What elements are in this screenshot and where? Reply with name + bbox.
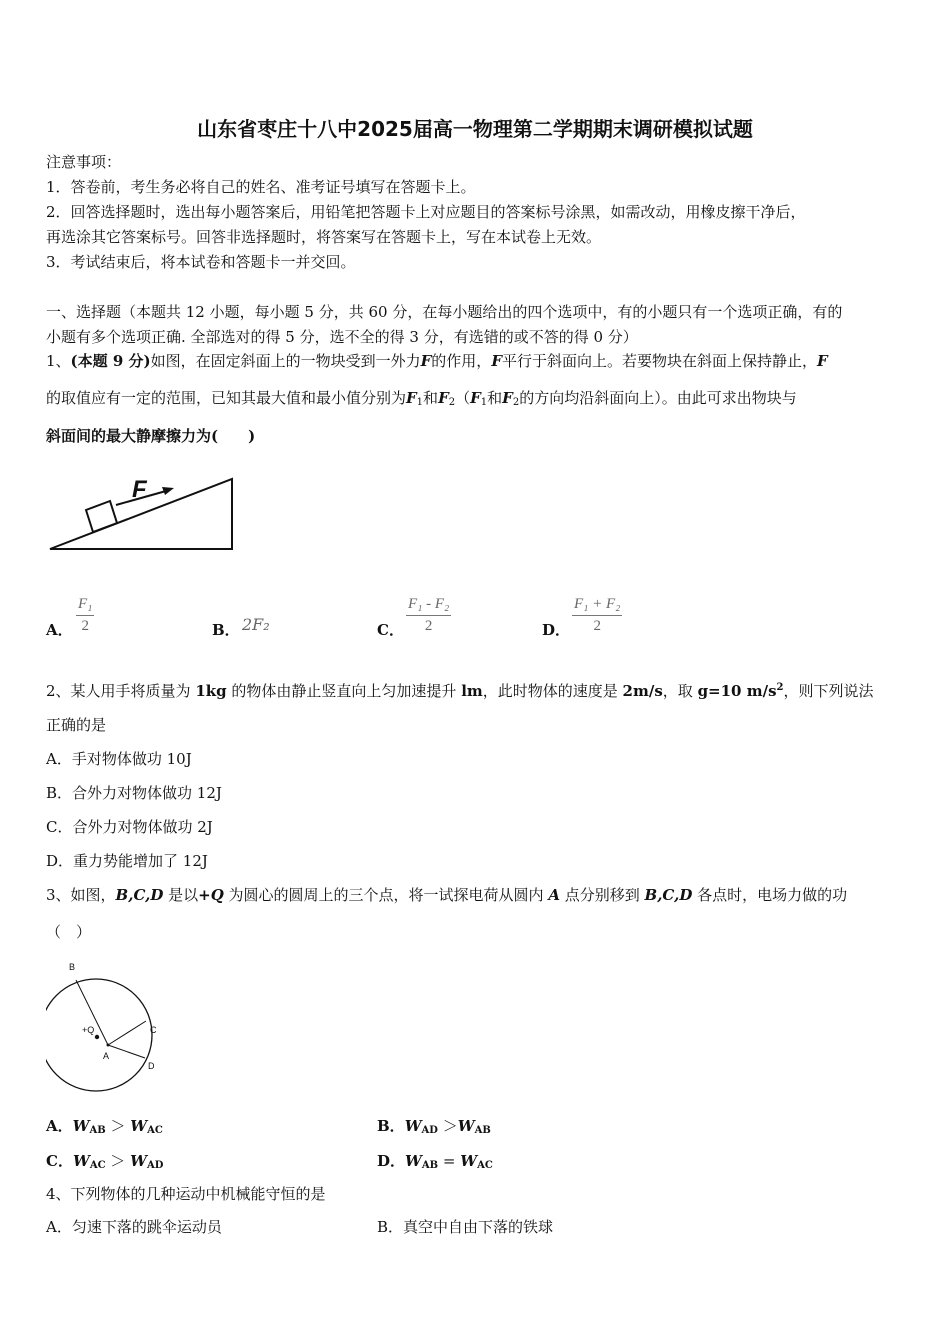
q1-line-2 <box>46 388 797 413</box>
q3-line-1 <box>46 885 847 905</box>
q1-line-1 <box>46 351 828 371</box>
option-label: C． <box>46 1152 73 1170</box>
label-a: A <box>103 1051 110 1061</box>
force-label: F <box>132 476 147 503</box>
operator: ＞ <box>105 1117 131 1135</box>
q1-line-3: 斜面间的最大静摩擦力为( ) <box>46 427 256 445</box>
q1-number: 1、 <box>46 352 71 370</box>
q4-option-a: A．匀速下落的跳伞运动员 <box>46 1218 222 1236</box>
q2-option-c: C．合外力对物体做功 2J <box>46 818 213 836</box>
q1-option-b-expr: 2F₂ <box>242 615 270 634</box>
q3-var: +Q <box>198 886 224 904</box>
fraction-denominator: 2 <box>593 618 601 634</box>
q1-sub: 2 <box>448 397 456 408</box>
q1-option-b-label: B． <box>212 621 240 639</box>
charge-dot <box>95 1035 99 1039</box>
q1-text: 如图，在固定斜面上的一物块受到一外力 <box>150 352 421 370</box>
q2-value: lm <box>461 682 483 700</box>
q3-text: 为圆心的圆周上的三个点，将一试探电荷从圆内 <box>223 886 549 904</box>
q2-option-b: B．合外力对物体做功 12J <box>46 784 222 802</box>
q1-option-c-fraction <box>406 596 451 635</box>
q2-text: 的物体由静止竖直向上匀加速提升 <box>226 682 462 700</box>
work-symbol: W <box>72 1152 90 1170</box>
q3-text: 是以 <box>163 886 199 904</box>
q1-text: 和 <box>423 389 439 407</box>
fraction-numerator: F₁ + F₂ <box>572 596 622 616</box>
option-label: D． <box>377 1152 406 1170</box>
fraction-numerator: F₁ - F₂ <box>406 596 451 616</box>
q1-var: F <box>470 389 481 407</box>
work-symbol: W <box>72 1117 90 1135</box>
work-sub: AB <box>421 1160 439 1171</box>
q3-option-d <box>377 1151 493 1176</box>
q1-text: 的方向均沿斜面向上）。由此可求出物块与 <box>519 389 797 407</box>
q1-option-c-label: C． <box>377 621 404 639</box>
notice-item-3: 3．考试结束后，将本试卷和答题卡一并交回。 <box>46 253 356 271</box>
page-title: 山东省枣庄十八中2025届高一物理第二学期期末调研模拟试题 <box>197 117 753 141</box>
q1-var: F <box>491 352 502 370</box>
point-a-dot <box>107 1044 110 1047</box>
option-label: A． <box>46 1117 73 1135</box>
line-a-to-c <box>108 1021 146 1045</box>
work-symbol: W <box>460 1152 478 1170</box>
fraction-denominator: 2 <box>81 618 89 634</box>
notice-item-2a: 2．回答选择题时，选出每小题答案后，用铅笔把答题卡上对应题目的答案标号涂黑，如需改动，用橡皮擦干净后， <box>46 203 806 221</box>
q1-option-a-label: A． <box>46 621 73 639</box>
q2-value: g=10 m/s <box>697 682 777 700</box>
circle-figure <box>46 955 166 1095</box>
q2-option-d: D．重力势能增加了 12J <box>46 852 208 870</box>
q3-var: A <box>548 886 560 904</box>
work-sub: AC <box>89 1160 106 1171</box>
q1-text: 平行于斜面向上。若要物块在斜面上保持静止， <box>501 352 817 370</box>
q3-text: 各点时，电场力做的功 <box>692 886 848 904</box>
incline-figure <box>46 470 241 555</box>
label-q: +Q <box>82 1025 95 1035</box>
q1-var: F <box>502 389 513 407</box>
q1-score: (本题 9 分) <box>70 352 151 370</box>
work-symbol: W <box>130 1152 147 1170</box>
operator: ＞ <box>105 1152 131 1170</box>
q2-text: 2、某人用手将质量为 <box>46 682 196 700</box>
q2-line-1 <box>46 678 874 701</box>
q1-var: F <box>816 352 828 370</box>
q1-text: 的取值应有一定的范围，已知其最大值和最小值分别为 <box>46 389 407 407</box>
q1-var: F <box>406 389 417 407</box>
q3-var: B,C,D <box>644 886 693 904</box>
label-c: C <box>150 1025 157 1035</box>
label-d: D <box>148 1061 155 1071</box>
q1-option-d-label: D． <box>542 621 571 639</box>
work-sub: AB <box>89 1125 106 1136</box>
work-symbol: W <box>405 1152 422 1170</box>
force-arrowhead <box>162 487 174 495</box>
q3-option-c <box>46 1151 163 1176</box>
work-sub: AD <box>146 1160 164 1171</box>
q2-line-2: 正确的是 <box>46 716 107 734</box>
q2-value: 2m/s <box>622 682 663 700</box>
fraction-denominator: 2 <box>424 618 433 634</box>
line-a-to-b <box>76 980 108 1045</box>
q1-var: F <box>420 352 432 370</box>
fraction-numerator: F₁ <box>76 596 94 616</box>
q1-text: （ <box>455 389 471 407</box>
q3-text: 点分别移到 <box>559 886 645 904</box>
notice-item-2b: 再选涂其它答案标号。回答非选择题时，将答案写在答题卡上，写在本试卷上无效。 <box>46 228 602 246</box>
work-sub: AC <box>147 1125 163 1136</box>
line-a-to-d <box>108 1045 145 1058</box>
q1-var: F <box>438 389 449 407</box>
q1-text: 的作用， <box>431 352 492 370</box>
work-sub: AD <box>421 1125 438 1136</box>
q1-option-a-fraction <box>76 596 94 635</box>
work-symbol: W <box>404 1117 422 1135</box>
q3-text: 3、如图， <box>46 886 116 904</box>
work-sub: AB <box>474 1125 491 1136</box>
q3-option-b <box>377 1116 491 1141</box>
option-label: B． <box>377 1117 405 1135</box>
operator: = <box>438 1152 461 1170</box>
q4-option-b: B．真空中自由下落的铁球 <box>377 1218 554 1236</box>
q1-sub: 1 <box>480 397 488 408</box>
q1-option-d-fraction <box>572 596 622 635</box>
q2-value: 1kg <box>195 682 227 700</box>
operator: ＞ <box>437 1117 458 1135</box>
work-sub: AC <box>477 1160 493 1171</box>
section-line-2: 小题有多个选项正确. 全部选对的得 5 分，选不全的得 3 分，有选错的或不答的得 0 分） <box>46 328 638 346</box>
section-line-1: 一、选择题（本题共 12 小题，每小题 5 分，共 60 分，在每小题给出的四个选项中，有的小题只有一个选项正确，有的 <box>46 303 843 321</box>
field-circle <box>46 979 152 1091</box>
q2-text: ，则下列说法 <box>783 682 874 700</box>
work-symbol: W <box>457 1117 475 1135</box>
notice-heading: 注意事项： <box>46 153 122 171</box>
work-symbol: W <box>130 1117 148 1135</box>
q3-option-a <box>46 1116 163 1141</box>
q1-sub: 2 <box>512 397 520 408</box>
q1-sub: 1 <box>416 397 424 408</box>
notice-item-1: 1．答卷前，考生务必将自己的姓名、准考证号填写在答题卡上。 <box>46 178 476 196</box>
q2-text: ，取 <box>662 682 698 700</box>
q3-var: B,C,D <box>115 886 164 904</box>
label-b: B <box>69 962 76 972</box>
q3-line-2: （ ） <box>46 923 92 941</box>
q2-option-a: A．手对物体做功 10J <box>46 750 192 768</box>
q4-line-1: 4、下列物体的几种运动中机械能守恒的是 <box>46 1185 326 1203</box>
q2-text: ，此时物体的速度是 <box>482 682 623 700</box>
q1-text: 和 <box>487 389 503 407</box>
block <box>86 501 117 532</box>
q2-sup: 2 <box>776 682 784 693</box>
